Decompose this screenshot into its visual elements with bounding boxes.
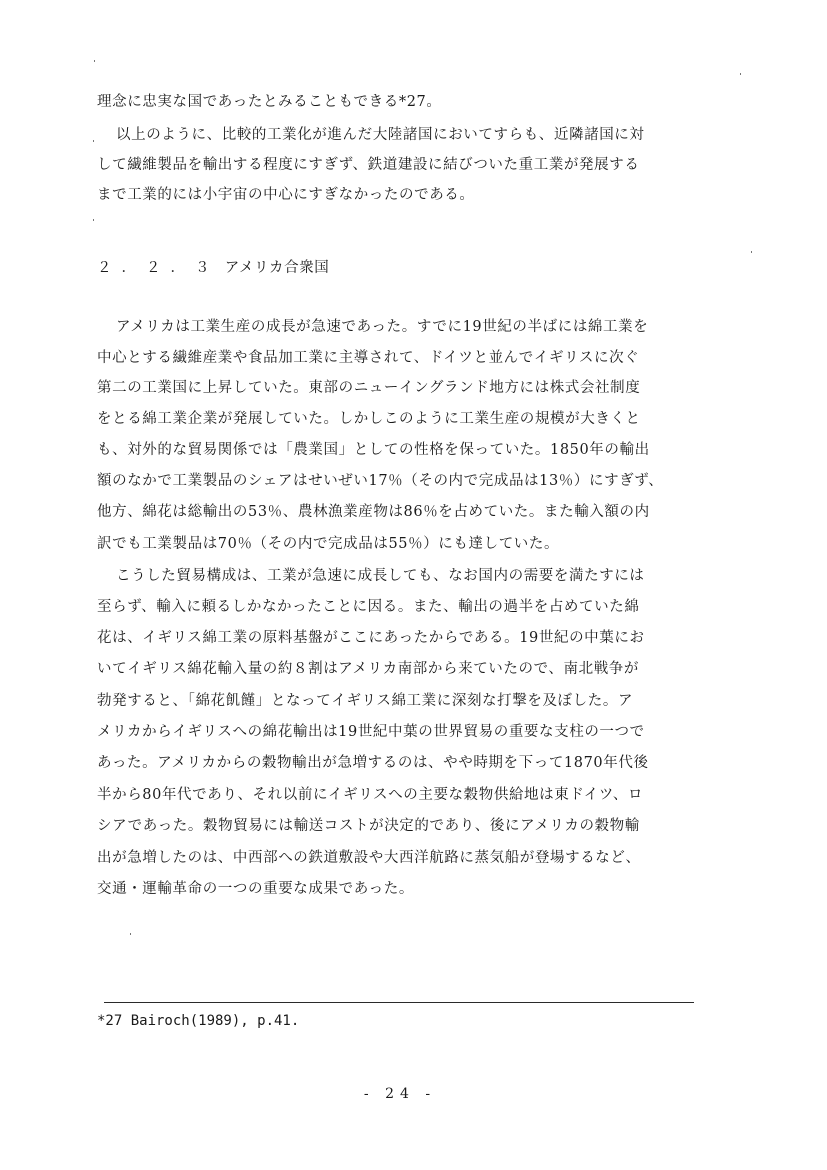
body-line-16: 半から80年代であり、それ以前にイギリスへの主要な穀物供給地は東ドイツ、ロ — [97, 787, 644, 803]
scan-speck — [94, 60, 95, 62]
section-title: アメリカ合衆国 — [224, 260, 330, 276]
section-number: ２．２．３ — [97, 260, 220, 276]
body-line-7: 他方、綿花は総輸出の53％、農林漁業産物は86％を占めていた。また輸入額の内 — [97, 504, 650, 520]
scan-speck — [740, 73, 741, 75]
body-line-13: 勃発すると、「綿花飢饉」となってイギリス綿工業に深刻な打撃を及ぼした。ア — [97, 693, 634, 709]
intro-line-3: して繊維製品を輸出する程度にすぎず、鉄道建設に結びついた重工業が発展する — [97, 157, 640, 173]
body-line-10: 至らず、輸入に頼るしかなかったことに因る。また、輸出の過半を占めていた綿 — [97, 599, 640, 615]
body-line-18: 出が急増したのは、中西部への鉄道敷設や大西洋航路に蒸気船が登場するなど、 — [97, 850, 641, 866]
body-line-8: 訳でも工業製品は70％（その内で完成品は55％）にも達していた。 — [97, 536, 560, 552]
scan-speck — [751, 251, 752, 253]
body-line-12: いてイギリス綿花輸入量の約８割はアメリカ南部から来ていたので、南北戦争が — [97, 661, 640, 677]
page-number: - 24 - — [363, 1086, 437, 1102]
body-line-17: シアであった。穀物貿易には輸送コストが決定的であり、後にアメリカの穀物輸 — [97, 818, 640, 834]
intro-line-1: 理念に忠実な国であったとみることもできる*27。 — [97, 94, 442, 110]
scan-speck — [130, 933, 131, 935]
body-line-2: 中心とする繊維産業や食品加工業に主導されて、ドイツと並んでイギリスに次ぐ — [97, 350, 640, 366]
intro-line-2: 以上のように、比較的工業化が進んだ大陸諸国においてすらも、近隣諸国に対 — [116, 127, 645, 143]
body-line-11: 花は、イギリス綿工業の原料基盤がここにあったからである。19世紀の中葉にお — [97, 630, 645, 646]
body-line-1: アメリカは工業生産の成長が急速であった。すでに19世紀の半ばには綿工業を — [116, 319, 649, 335]
body-line-5: も、対外的な貿易関係では「農業国」としての性格を保っていた。1850年の輸出 — [97, 442, 650, 458]
intro-line-4: まで工業的には小宇宙の中心にすぎなかったのである。 — [97, 187, 475, 203]
body-line-14: メリカからイギリスへの綿花輸出は19世紀中葉の世界貿易の重要な支柱の一つで — [97, 724, 645, 740]
body-line-19: 交通・運輸革命の一つの重要な成果であった。 — [97, 881, 414, 897]
body-line-6: 額のなかで工業製品のシェアはせいぜい17％（その内で完成品は13％）にすぎず、 — [97, 473, 664, 489]
footnote: *27 Bairoch(1989), p.41. — [97, 1013, 300, 1029]
section-heading — [97, 256, 329, 277]
body-line-3: 第二の工業国に上昇していた。東部のニューイングランド地方には株式会社制度 — [97, 380, 641, 396]
body-line-4: をとる綿工業企業が発展していた。しかしこのように工業生産の規模が大きくと — [97, 411, 641, 427]
scan-speck — [93, 219, 94, 221]
body-line-15: あった。アメリカからの穀物輸出が急増するのは、やや時期を下って1870年代後 — [97, 755, 649, 771]
body-line-9: こうした貿易構成は、工業が急速に成長しても、なお国内の需要を満たすには — [116, 568, 645, 584]
footnote-rule — [104, 1002, 694, 1003]
scan-speck — [93, 140, 94, 142]
